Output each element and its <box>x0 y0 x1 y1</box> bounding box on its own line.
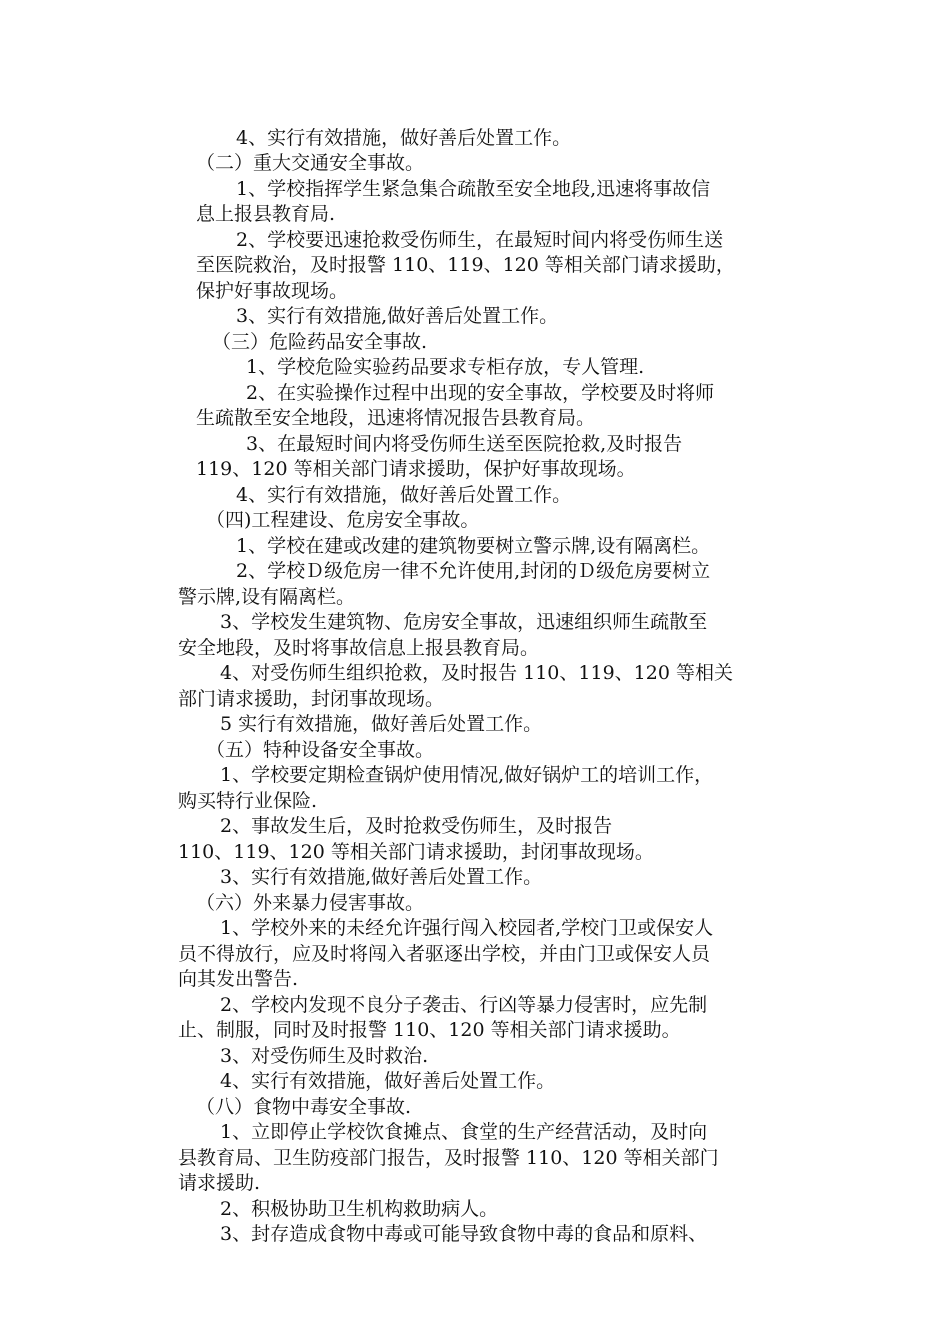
section-heading: （四)工程建设、危房安全事故。 <box>206 509 480 531</box>
text-line: 2、学校要迅速抢救受伤师生，在最短时间内将受伤师生送 <box>236 229 724 251</box>
section-heading: （六）外来暴力侵害事故。 <box>196 892 425 914</box>
text-line: 生疏散至安全地段，迅速将情况报告县教育局。 <box>196 407 596 429</box>
text-line: 1、学校危险实验药品要求专柜存放，专人管理. <box>246 356 645 378</box>
text-line: 110、119、120 等相关部门请求援助，封闭事故现场。 <box>178 841 654 863</box>
text-line: 4、对受伤师生组织抢救，及时报告 110、119、120 等相关 <box>220 662 733 684</box>
section-heading: （三）危险药品安全事故. <box>212 331 428 353</box>
text-line: 购买特行业保险. <box>178 790 318 812</box>
text-line: 2、积极协助卫生机构救助病人。 <box>220 1198 499 1220</box>
text-line: 5 实行有效措施，做好善后处置工作。 <box>220 713 543 735</box>
text-line: 安全地段，及时将事故信息上报县教育局。 <box>178 637 540 659</box>
text-line: 1、学校外来的未经允许强行闯入校园者,学校门卫或保安人 <box>220 917 714 939</box>
text-line: 2、事故发生后，及时抢救受伤师生，及时报告 <box>220 815 613 837</box>
section-heading: （二）重大交通安全事故。 <box>196 152 425 174</box>
text-line: 止、制服，同时及时报警 110、120 等相关部门请求援助。 <box>178 1019 681 1041</box>
text-line: 3、对受伤师生及时救治. <box>220 1045 429 1067</box>
text-line: 息上报县教育局. <box>196 203 336 225</box>
text-line: 保护好事故现场。 <box>196 280 349 302</box>
text-line: 请求援助. <box>178 1172 261 1194</box>
text-line: 警示牌,设有隔离栏。 <box>178 586 356 608</box>
text-line: 1、学校在建或改建的建筑物要树立警示牌,设有隔离栏。 <box>236 535 711 557</box>
text-line: 向其发出警告. <box>178 968 299 990</box>
text-line: 部门请求援助，封闭事故现场。 <box>178 688 445 710</box>
text-line: 4、实行有效措施，做好善后处置工作。 <box>220 1070 556 1092</box>
text-line: 3、实行有效措施,做好善后处置工作。 <box>236 305 559 327</box>
text-line: 4、实行有效措施，做好善后处置工作。 <box>236 484 572 506</box>
text-line: 县教育局、卫生防疫部门报告，及时报警 110、120 等相关部门 <box>178 1147 719 1169</box>
text-line: 员不得放行，应及时将闯入者驱逐出学校，并由门卫或保安人员 <box>178 943 711 965</box>
section-heading: （八）食物中毒安全事故. <box>196 1096 412 1118</box>
text-line: 3、在最短时间内将受伤师生送至医院抢救,及时报告 <box>246 433 683 455</box>
text-line: 3、实行有效措施,做好善后处置工作。 <box>220 866 543 888</box>
text-line: 2、在实验操作过程中出现的安全事故，学校要及时将师 <box>246 382 715 404</box>
text-line: 1、学校指挥学生紧急集合疏散至安全地段,迅速将事故信 <box>236 178 711 200</box>
text-line: 2、学校内发现不良分子袭击、行凶等暴力侵害时，应先制 <box>220 994 708 1016</box>
text-line: 3、学校发生建筑物、危房安全事故，迅速组织师生疏散至 <box>220 611 708 633</box>
text-line: 2、学校Ｄ级危房一律不允许使用,封闭的Ｄ级危房要树立 <box>236 560 711 582</box>
text-line: 至医院救治，及时报警 110、119、120 等相关部门请求援助， <box>196 254 735 276</box>
text-line: 3、封存造成食物中毒或可能导致食物中毒的食品和原料、 <box>220 1223 708 1245</box>
text-line: 119、120 等相关部门请求援助，保护好事故现场。 <box>196 458 636 480</box>
text-line: 1、学校要定期检查锅炉使用情况,做好锅炉工的培训工作， <box>220 764 714 786</box>
text-line: 4、实行有效措施，做好善后处置工作。 <box>236 127 572 149</box>
text-line: 1、立即停止学校饮食摊点、食堂的生产经营活动，及时向 <box>220 1121 708 1143</box>
section-heading: （五）特种设备安全事故。 <box>206 739 435 761</box>
